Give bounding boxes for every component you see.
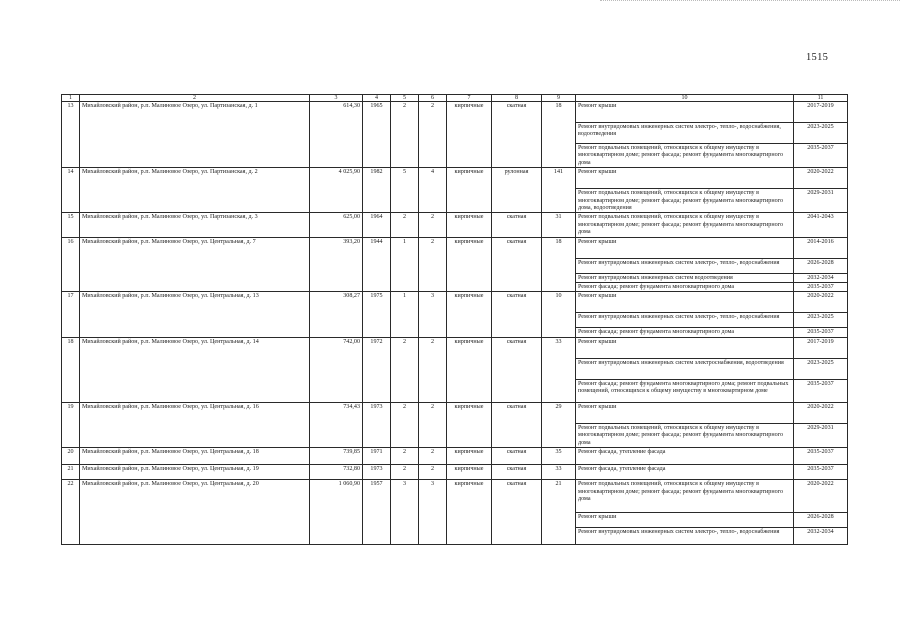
apartments-cell: 35 xyxy=(542,448,576,465)
work-description-cell: Ремонт подвальных помещений, относящихся к общему имуществу в многоквартирном доме; ремонт фасада; ремонт фундамента многоквартирного дома xyxy=(576,144,794,168)
area-cell: 393,20 xyxy=(310,237,363,292)
address-cell: Михайловский район, р.п. Малиновое Озеро, ул. Центральная, д. 18 xyxy=(80,448,310,465)
walls-cell: кирпичные xyxy=(447,102,492,168)
address-cell: Михайловский район, р.п. Малиновое Озеро, ул. Центральная, д. 14 xyxy=(80,337,310,402)
roof-cell: скатная xyxy=(492,337,542,402)
walls-cell: кирпичные xyxy=(447,480,492,545)
floors-cell: 1 xyxy=(391,292,419,337)
roof-cell: рулонная xyxy=(492,168,542,213)
work-period-cell: 2035-2037 xyxy=(794,465,848,480)
column-header: 10 xyxy=(576,95,794,102)
year-cell: 1964 xyxy=(363,213,391,237)
walls-cell: кирпичные xyxy=(447,292,492,337)
entrances-cell: 2 xyxy=(419,448,447,465)
apartments-cell: 29 xyxy=(542,402,576,447)
apartments-cell: 18 xyxy=(542,237,576,292)
work-description-cell: Ремонт подвальных помещений, относящихся к общему имуществу в многоквартирном доме; ремонт фасада; ремонт фундамента многоквартирного дома xyxy=(576,480,794,513)
column-header: 5 xyxy=(391,95,419,102)
column-header: 6 xyxy=(419,95,447,102)
work-period-cell: 2035-2037 xyxy=(794,144,848,168)
walls-cell: кирпичные xyxy=(447,448,492,465)
work-description-cell: Ремонт внутридомовых инженерных систем электро-, тепло-, водоснабжения xyxy=(576,313,794,328)
area-cell: 308,27 xyxy=(310,292,363,337)
work-period-cell: 2035-2037 xyxy=(794,448,848,465)
row-number: 21 xyxy=(62,465,80,480)
column-header: 11 xyxy=(794,95,848,102)
repair-schedule-table xyxy=(61,94,848,545)
roof-cell: скатная xyxy=(492,237,542,292)
row-number: 16 xyxy=(62,237,80,292)
work-description-cell: Ремонт подвальных помещений, относящихся к общему имуществу в многоквартирном доме; ремонт фасада; ремонт фундамента многоквартирного дома xyxy=(576,423,794,447)
year-cell: 1973 xyxy=(363,465,391,480)
apartments-cell: 18 xyxy=(542,102,576,168)
work-period-cell: 2032-2034 xyxy=(794,273,848,282)
address-cell: Михайловский район, р.п. Малиновое Озеро, ул. Партизанская, д. 1 xyxy=(80,102,310,168)
work-description-cell: Ремонт внутридомовых инженерных систем электро-, тепло-, водоснабжения xyxy=(576,258,794,273)
work-period-cell: 2014-2016 xyxy=(794,237,848,258)
work-period-cell: 2023-2025 xyxy=(794,313,848,328)
floors-cell: 1 xyxy=(391,237,419,292)
year-cell: 1957 xyxy=(363,480,391,545)
column-header: 7 xyxy=(447,95,492,102)
floors-cell: 5 xyxy=(391,168,419,213)
row-number: 13 xyxy=(62,102,80,168)
year-cell: 1973 xyxy=(363,402,391,447)
floors-cell: 3 xyxy=(391,480,419,545)
year-cell: 1982 xyxy=(363,168,391,213)
work-description-cell: Ремонт подвальных помещений, относящихся к общему имуществу в многоквартирном доме; ремонт фасада; ремонт фундамента многоквартирного дома, водоотведения xyxy=(576,189,794,213)
apartments-cell: 31 xyxy=(542,213,576,237)
work-period-cell: 2023-2025 xyxy=(794,358,848,379)
area-cell: 4 025,90 xyxy=(310,168,363,213)
floors-cell: 2 xyxy=(391,465,419,480)
floors-cell: 2 xyxy=(391,213,419,237)
table-row xyxy=(62,168,848,189)
work-description-cell: Ремонт фасада; ремонт фундамента многоквартирного дома xyxy=(576,283,794,292)
entrances-cell: 3 xyxy=(419,292,447,337)
page-number: 1515 xyxy=(806,52,829,63)
work-period-cell: 2020-2022 xyxy=(794,168,848,189)
row-number: 22 xyxy=(62,480,80,545)
area-cell: 734,43 xyxy=(310,402,363,447)
table-row xyxy=(62,213,848,237)
column-header: 3 xyxy=(310,95,363,102)
work-description-cell: Ремонт внутридомовых инженерных систем электро-, тепло-, водоснабжения, водоотведения xyxy=(576,123,794,144)
apartments-cell: 141 xyxy=(542,168,576,213)
floors-cell: 2 xyxy=(391,402,419,447)
top-edge-line xyxy=(600,0,900,2)
work-description-cell: Ремонт крыши xyxy=(576,337,794,358)
row-number: 15 xyxy=(62,213,80,237)
entrances-cell: 2 xyxy=(419,102,447,168)
address-cell: Михайловский район, р.п. Малиновое Озеро, ул. Центральная, д. 13 xyxy=(80,292,310,337)
area-cell: 614,30 xyxy=(310,102,363,168)
roof-cell: скатная xyxy=(492,465,542,480)
row-number: 14 xyxy=(62,168,80,213)
year-cell: 1971 xyxy=(363,448,391,465)
work-description-cell: Ремонт фасада; ремонт фундамента многоквартирного дома; ремонт подвальных помещений, относящихся к общему имуществу в многоквартирном доме xyxy=(576,379,794,402)
table-row xyxy=(62,465,848,480)
walls-cell: кирпичные xyxy=(447,213,492,237)
column-header: 2 xyxy=(80,95,310,102)
work-description-cell: Ремонт крыши xyxy=(576,292,794,313)
year-cell: 1972 xyxy=(363,337,391,402)
column-header: 9 xyxy=(542,95,576,102)
work-description-cell: Ремонт внутридомовых инженерных систем электроснабжения, водоотведения xyxy=(576,358,794,379)
table-row xyxy=(62,480,848,513)
area-cell: 732,80 xyxy=(310,465,363,480)
address-cell: Михайловский район, р.п. Малиновое Озеро, ул. Центральная, д. 20 xyxy=(80,480,310,545)
area-cell: 739,85 xyxy=(310,448,363,465)
table-row xyxy=(62,102,848,123)
apartments-cell: 33 xyxy=(542,337,576,402)
work-period-cell: 2029-2031 xyxy=(794,423,848,447)
roof-cell: скатная xyxy=(492,213,542,237)
work-period-cell: 2017-2019 xyxy=(794,102,848,123)
work-description-cell: Ремонт крыши xyxy=(576,513,794,528)
column-header: 8 xyxy=(492,95,542,102)
row-number: 19 xyxy=(62,402,80,447)
entrances-cell: 2 xyxy=(419,337,447,402)
work-period-cell: 2041-2043 xyxy=(794,213,848,237)
roof-cell: скатная xyxy=(492,480,542,545)
area-cell: 742,00 xyxy=(310,337,363,402)
table-row xyxy=(62,402,848,423)
work-description-cell: Ремонт крыши xyxy=(576,237,794,258)
work-period-cell: 2035-2037 xyxy=(794,328,848,337)
table-row xyxy=(62,448,848,465)
work-description-cell: Ремонт внутридомовых инженерных систем электро-, тепло-, водоснабжения xyxy=(576,528,794,545)
apartments-cell: 21 xyxy=(542,480,576,545)
entrances-cell: 2 xyxy=(419,237,447,292)
work-description-cell: Ремонт фасада, утепление фасада xyxy=(576,448,794,465)
work-period-cell: 2035-2037 xyxy=(794,283,848,292)
column-number-row xyxy=(62,95,848,102)
work-period-cell: 2029-2031 xyxy=(794,189,848,213)
work-period-cell: 2020-2022 xyxy=(794,402,848,423)
work-period-cell: 2032-2034 xyxy=(794,528,848,545)
column-header: 4 xyxy=(363,95,391,102)
row-number: 17 xyxy=(62,292,80,337)
address-cell: Михайловский район, р.п. Малиновое Озеро, ул. Центральная, д. 16 xyxy=(80,402,310,447)
entrances-cell: 4 xyxy=(419,168,447,213)
work-period-cell: 2020-2022 xyxy=(794,292,848,313)
work-period-cell: 2017-2019 xyxy=(794,337,848,358)
table-row xyxy=(62,337,848,358)
floors-cell: 2 xyxy=(391,102,419,168)
column-header: 1 xyxy=(62,95,80,102)
work-period-cell: 2020-2022 xyxy=(794,480,848,513)
apartments-cell: 10 xyxy=(542,292,576,337)
entrances-cell: 3 xyxy=(419,480,447,545)
row-number: 18 xyxy=(62,337,80,402)
table-body xyxy=(62,102,848,545)
year-cell: 1965 xyxy=(363,102,391,168)
address-cell: Михайловский район, р.п. Малиновое Озеро, ул. Партизанская, д. 3 xyxy=(80,213,310,237)
address-cell: Михайловский район, р.п. Малиновое Озеро, ул. Центральная, д. 19 xyxy=(80,465,310,480)
work-period-cell: 2023-2025 xyxy=(794,123,848,144)
work-description-cell: Ремонт крыши xyxy=(576,402,794,423)
work-period-cell: 2035-2037 xyxy=(794,379,848,402)
floors-cell: 2 xyxy=(391,448,419,465)
address-cell: Михайловский район, р.п. Малиновое Озеро, ул. Партизанская, д. 2 xyxy=(80,168,310,213)
area-cell: 625,00 xyxy=(310,213,363,237)
roof-cell: скатная xyxy=(492,402,542,447)
area-cell: 1 060,90 xyxy=(310,480,363,545)
address-cell: Михайловский район, р.п. Малиновое Озеро, ул. Центральная, д. 7 xyxy=(80,237,310,292)
roof-cell: скатная xyxy=(492,292,542,337)
work-description-cell: Ремонт фасада, утепление фасада xyxy=(576,465,794,480)
walls-cell: кирпичные xyxy=(447,237,492,292)
work-description-cell: Ремонт фасада; ремонт фундамента многоквартирного дома xyxy=(576,328,794,337)
apartments-cell: 33 xyxy=(542,465,576,480)
year-cell: 1975 xyxy=(363,292,391,337)
floors-cell: 2 xyxy=(391,337,419,402)
row-number: 20 xyxy=(62,448,80,465)
roof-cell: скатная xyxy=(492,102,542,168)
entrances-cell: 2 xyxy=(419,465,447,480)
work-period-cell: 2026-2028 xyxy=(794,513,848,528)
walls-cell: кирпичные xyxy=(447,402,492,447)
table-row xyxy=(62,237,848,258)
year-cell: 1944 xyxy=(363,237,391,292)
table-row xyxy=(62,292,848,313)
entrances-cell: 2 xyxy=(419,213,447,237)
entrances-cell: 2 xyxy=(419,402,447,447)
walls-cell: кирпичные xyxy=(447,465,492,480)
work-period-cell: 2026-2028 xyxy=(794,258,848,273)
work-description-cell: Ремонт крыши xyxy=(576,168,794,189)
work-description-cell: Ремонт подвальных помещений, относящихся к общему имуществу в многоквартирном доме; ремонт фасада; ремонт фундамента многоквартирного дома xyxy=(576,213,794,237)
walls-cell: кирпичные xyxy=(447,337,492,402)
roof-cell: скатная xyxy=(492,448,542,465)
work-description-cell: Ремонт крыши xyxy=(576,102,794,123)
work-description-cell: Ремонт внутридомовых инженерных систем водоотведения xyxy=(576,273,794,282)
walls-cell: кирпичные xyxy=(447,168,492,213)
